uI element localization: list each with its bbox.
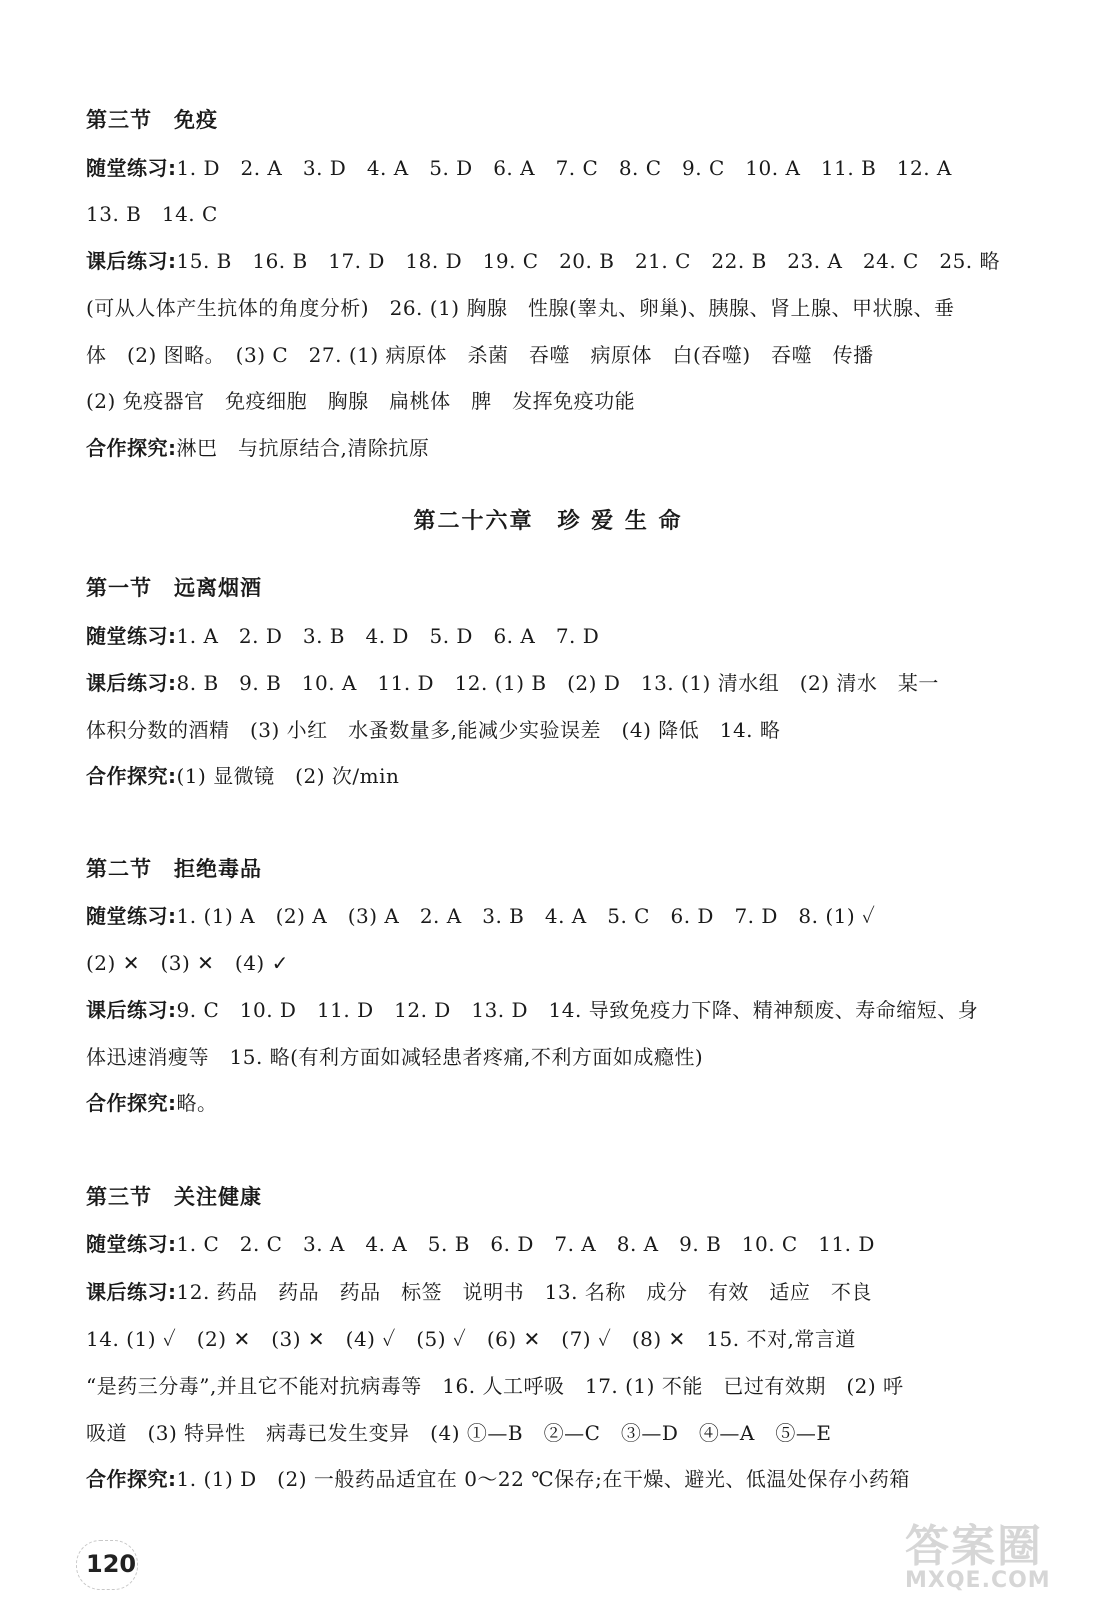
section-title: 免疫 xyxy=(174,108,218,132)
line-text: 15. B 16. B 17. D 18. D 19. C 20. B 21. C 22. B 23. A 24. C 25. 略 xyxy=(176,249,1001,273)
line-label: 合作探究: xyxy=(86,436,177,460)
answer-line xyxy=(86,1323,1016,1352)
line-label: 课后练习: xyxy=(86,249,177,273)
answer-line xyxy=(86,1228,1016,1257)
line-text: 略。 xyxy=(176,1091,218,1115)
section-heading xyxy=(86,853,262,883)
answer-line xyxy=(86,760,1016,789)
line-label: 课后练习: xyxy=(86,671,177,695)
line-text: 13. B 14. C xyxy=(86,202,218,226)
watermark-logo xyxy=(905,1510,1095,1598)
line-label: 随堂练习: xyxy=(86,1232,177,1256)
line-text: 淋巴 与抗原结合,清除抗原 xyxy=(176,436,430,460)
answer-line xyxy=(86,198,1016,227)
page-number: 120 xyxy=(86,1550,137,1578)
line-label: 随堂练习: xyxy=(86,624,177,648)
section-heading xyxy=(86,572,262,602)
line-label: 课后练习: xyxy=(86,998,177,1022)
answer-line xyxy=(86,900,1016,929)
answer-line xyxy=(86,292,1016,321)
answer-line xyxy=(86,245,1016,274)
line-text: 9. C 10. D 11. D 12. D 13. D 14. 导致免疫力下降、精神颓废、寿命缩短、身 xyxy=(176,998,979,1022)
answer-line xyxy=(86,947,1016,976)
line-label: 合作探究: xyxy=(86,1091,177,1115)
section-number: 第三节 xyxy=(86,108,152,132)
answer-line xyxy=(86,152,1016,181)
answer-line xyxy=(86,1417,1016,1446)
watermark-url: MXQE.COM xyxy=(905,1568,1051,1593)
answer-line xyxy=(86,620,1016,649)
line-text: 体迅速消瘦等 15. 略(有利方面如减轻患者疼痛,不利方面如成瘾性) xyxy=(86,1045,704,1069)
answer-line xyxy=(86,667,1016,696)
line-label: 合作探究: xyxy=(86,764,177,788)
chapter-title: 第二十六章 珍 爱 生 命 xyxy=(413,509,683,534)
answer-line xyxy=(86,432,1016,461)
answer-line xyxy=(86,339,1016,368)
line-text: (2) 免疫器官 免疫细胞 胸腺 扁桃体 脾 发挥免疫功能 xyxy=(86,389,636,413)
answer-line xyxy=(86,1041,1016,1070)
answer-line xyxy=(86,714,1016,743)
line-text: 1. (1) A (2) A (3) A 2. A 3. B 4. A 5. C 6. D 7. D 8. (1) ✓ xyxy=(176,904,876,928)
line-text: 体 (2) 图略。 (3) C 27. (1) 病原体 杀菌 吞噬 病原体 白(吞噬) 吞噬 传播 xyxy=(86,343,874,367)
line-text: 1. (1) D (2) 一般药品适宜在 0～22 ℃保存;在干燥、避光、低温处保存小药箱 xyxy=(176,1467,910,1491)
answer-line xyxy=(86,1370,1016,1399)
line-text: “是药三分毒”,并且它不能对抗病毒等 16. 人工呼吸 17. (1) 不能 已过有效期 (2) 呼 xyxy=(86,1374,904,1398)
answer-line xyxy=(86,1276,1016,1305)
answer-line xyxy=(86,385,1016,414)
line-text: (可从人体产生抗体的角度分析) 26. (1) 胸腺 性腺(睾丸、卵巢)、胰腺、肾上腺、甲状腺、垂 xyxy=(86,296,955,320)
section-number: 第三节 xyxy=(86,1185,152,1209)
section-number: 第一节 xyxy=(86,576,152,600)
section-title: 关注健康 xyxy=(174,1185,262,1209)
section-title: 拒绝毒品 xyxy=(174,857,262,881)
answer-line xyxy=(86,1463,1016,1492)
line-text: 8. B 9. B 10. A 11. D 12. (1) B (2) D 13. (1) 清水组 (2) 清水 某一 xyxy=(176,671,939,695)
line-text: (2) ✕ (3) ✕ (4) ✓ xyxy=(86,951,289,975)
line-text: 1. C 2. C 3. A 4. A 5. B 6. D 7. A 8. A 9. B 10. C 11. D xyxy=(176,1232,875,1256)
answer-line xyxy=(86,1087,1016,1116)
section-number: 第二节 xyxy=(86,857,152,881)
section-heading xyxy=(86,1181,262,1211)
line-label: 随堂练习: xyxy=(86,156,177,180)
line-text: 1. A 2. D 3. B 4. D 5. D 6. A 7. D xyxy=(176,624,600,648)
line-text: 1. D 2. A 3. D 4. A 5. D 6. A 7. C 8. C 9. C 10. A 11. B 12. A xyxy=(176,156,952,180)
section-heading xyxy=(86,104,218,134)
line-text: 12. 药品 药品 药品 标签 说明书 13. 名称 成分 有效 适应 不良 xyxy=(176,1280,872,1304)
line-label: 合作探究: xyxy=(86,1467,177,1491)
line-label: 课后练习: xyxy=(86,1280,177,1304)
line-text: 14. (1) ✓ (2) ✕ (3) ✕ (4) ✓ (5) ✓ (6) ✕ (7) ✓ (8) ✕ 15. 不对,常言道 xyxy=(86,1327,856,1351)
line-label: 随堂练习: xyxy=(86,904,177,928)
answer-line xyxy=(86,994,1016,1023)
line-text: 体积分数的酒精 (3) 小红 水蚤数量多,能减少实验误差 (4) 降低 14. 略 xyxy=(86,718,781,742)
watermark-text: 答案圈 xyxy=(905,1521,1043,1572)
line-text: 吸道 (3) 特异性 病毒已发生变异 (4) ①—B ②—C ③—D ④—A ⑤—E xyxy=(86,1421,832,1445)
line-text: (1) 显微镜 (2) 次/min xyxy=(176,764,400,788)
section-title: 远离烟酒 xyxy=(174,576,262,600)
